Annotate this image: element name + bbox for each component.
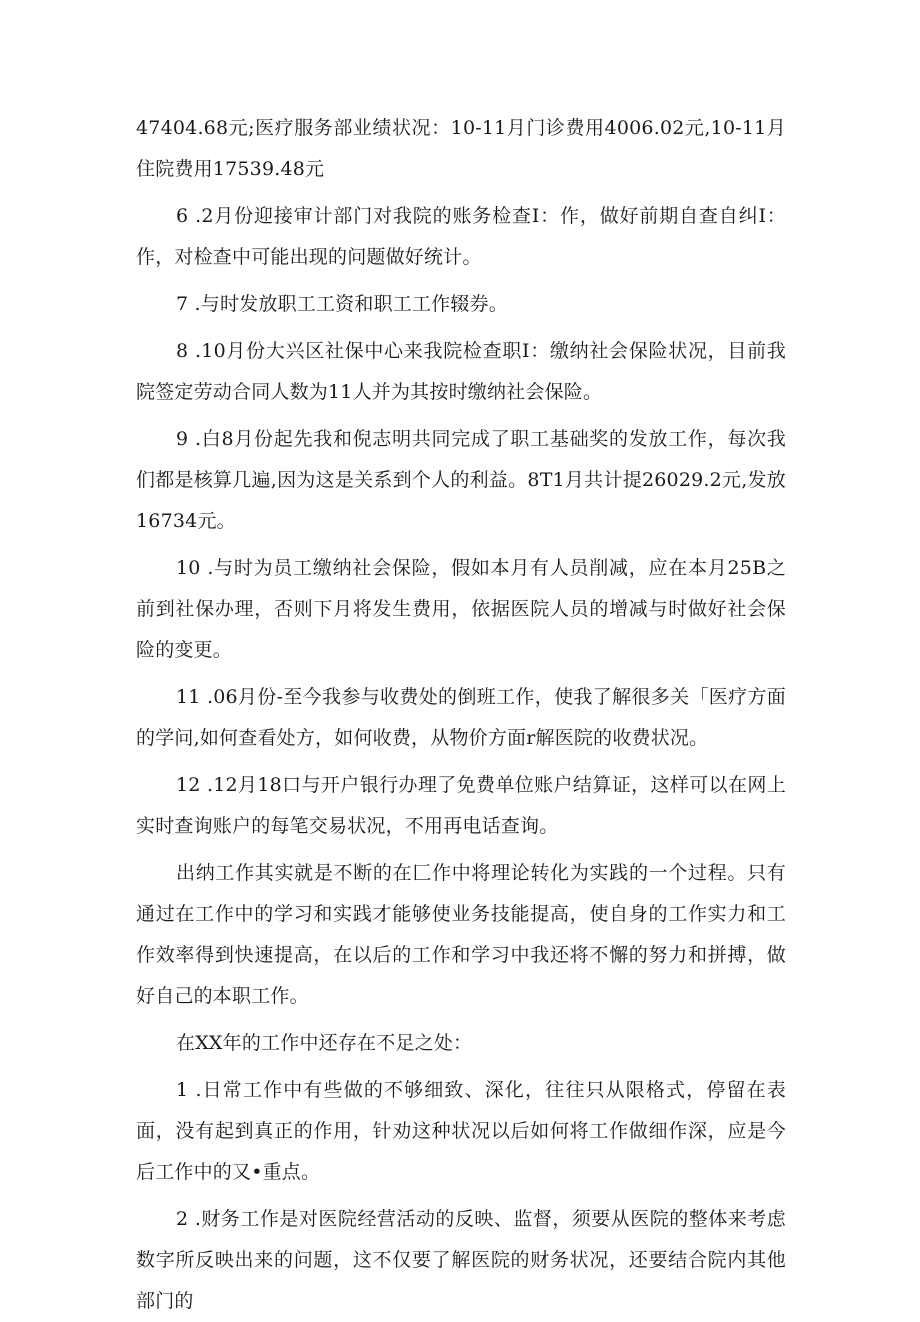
paragraph-item-7: 7 .与时发放职工工资和职工工作辍券。 [176, 293, 508, 315]
document-body [136, 108, 786, 1322]
paragraph-item-9: 9 .白8月份起先我和倪志明共同完成了职工基础奖的发放工作，每次我们都是核算几遍,因为这是关系到个人的利益。8T1月共计提26029.2元,发放16734元。 [136, 428, 786, 532]
paragraph-shortcoming-2: 2 .财务工作是对医院经营活动的反映、监督，须要从医院的整体来考虑数字所反映出来的问题，这不仅要了解医院的财务状况，还要结合院内其他部门的 [136, 1208, 786, 1312]
paragraph-item-8: 8 .10月份大兴区社保中心来我院检查职I：缴纳社会保险状况，目前我院签定劳动合同人数为11人并为其按时缴纳社会保险。 [136, 340, 786, 403]
paragraph-shortcoming-1: 1 .日常工作中有些做的不够细致、深化，往往只从限格式，停留在表面，没有起到真正的作用，针劝这种状况以后如何将工作做细作深，应是今后工作中的又•重点。 [136, 1079, 786, 1183]
paragraph-item-10: 10 .与时为员工缴纳社会保险，假如本月有人员削减，应在本月25B之前到社保办理，否则下月将发生费用，依据医院人员的增减与时做好社会保险的变更。 [136, 557, 786, 661]
paragraph-item-11: 11 .06月份-至今我参与收费处的倒班工作，使我了解很多关「医疗方面的学问,如何查看处方，如何收费，从物价方面r解医院的收费状况。 [136, 686, 786, 749]
paragraph-continuation: 47404.68元;医疗服务部业绩状况：10-11月门诊费用4006.02元,10-11月住院费用17539.48元 [136, 117, 786, 180]
paragraph-summary: 出纳工作其实就是不断的在匚作中将理论转化为实践的一个过程。只有通过在工作中的学习和实践才能够使业务技能提高，使自身的工作实力和工作效率得到快速提高，在以后的工作和学习中我还将不懈的努力和拼搏，做好自己的本职工作。 [136, 862, 786, 1007]
paragraph-item-12: 12 .12月18口与开户银行办理了免费单位账户结算证，这样可以在网上实时查询账户的每笔交易状况，不用再电话查询。 [136, 774, 786, 837]
paragraph-item-6: 6 .2月份迎接审计部门对我院的账务检查I：作，做好前期自查自纠I：作，对检查中可能出现的问题做好统计。 [136, 205, 786, 268]
paragraph-shortcomings-heading: 在XX年的工作中还存在不足之处： [176, 1032, 473, 1054]
